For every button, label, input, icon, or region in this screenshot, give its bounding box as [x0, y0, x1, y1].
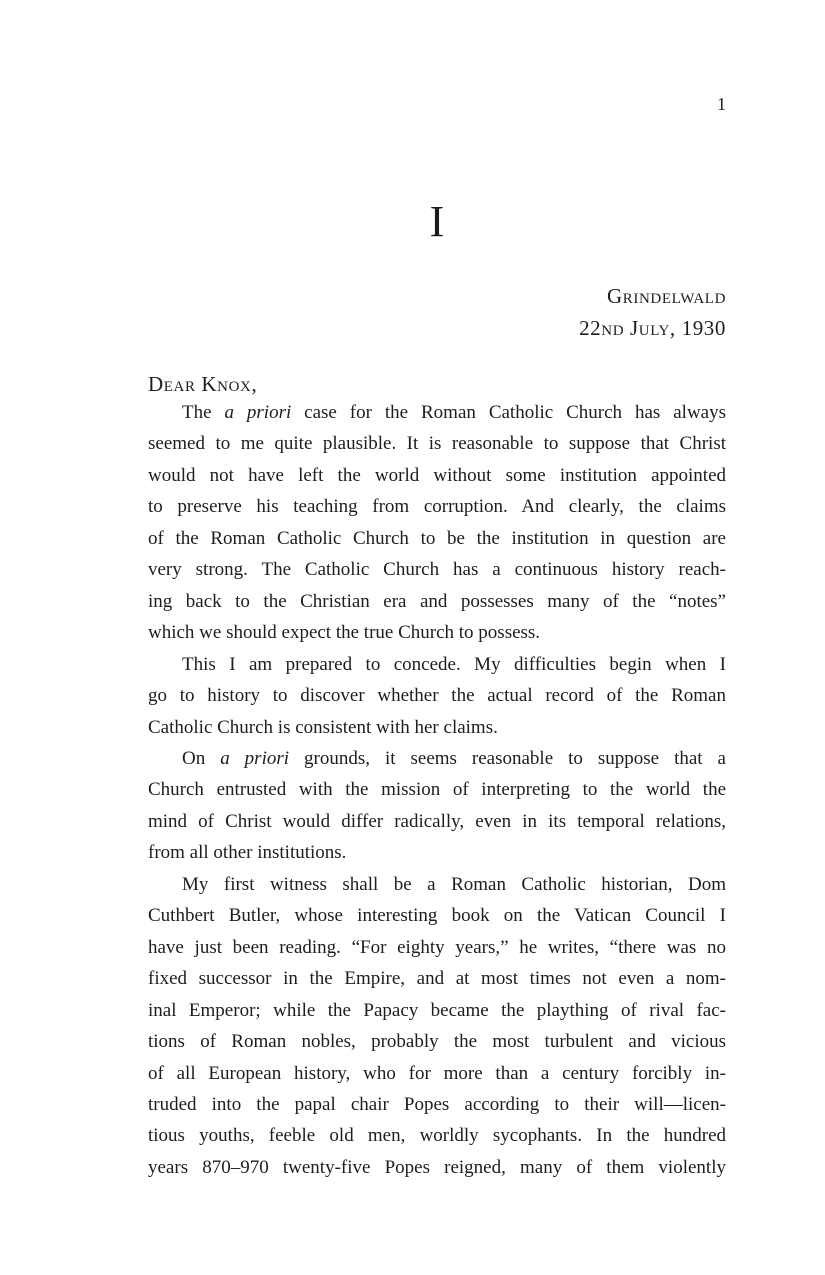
text-segment: On [182, 747, 221, 769]
text-line [148, 460, 726, 491]
text-line [148, 491, 726, 522]
text-line [148, 1026, 726, 1057]
text-segment: tious youths, feeble old men, worldly sycophants. In the hundred [148, 1125, 726, 1147]
text-segment: My first witness shall be a Roman Catholic historian, Dom [182, 873, 726, 895]
text-segment: fixed successor in the Empire, and at most times not even a nom- [148, 968, 726, 990]
text-line [148, 586, 726, 617]
text-segment: of the Roman Catholic Church to be the institution in question are [148, 527, 726, 549]
text-line [148, 900, 726, 931]
dateline-date: 22nd July, 1930 [579, 316, 726, 340]
paragraph [148, 397, 726, 649]
text-line [148, 837, 726, 868]
dateline-place: Grindelwald [607, 284, 726, 308]
page-number: 1 [717, 94, 726, 114]
salutation: Dear Knox, [148, 372, 258, 396]
text-segment: of all European history, who for more than a century forcibly in- [148, 1062, 726, 1084]
text-line [148, 806, 726, 837]
text-line [148, 397, 726, 428]
text-segment: The [182, 402, 225, 423]
text-line [148, 1120, 726, 1151]
text-line [148, 554, 726, 585]
text-segment: very strong. The Catholic Church has a continuous history reach- [148, 559, 726, 581]
text-segment: go to history to discover whether the actual record of the Roman [148, 685, 726, 707]
text-segment: grounds, it seems reasonable to suppose that a [289, 747, 726, 769]
text-line [148, 743, 726, 774]
text-line [148, 680, 726, 711]
text-segment: years 870–970 twenty-five Popes reigned, many of them violently [148, 1156, 726, 1178]
text-line [148, 963, 726, 994]
text-segment: to preserve his teaching from corruption. And clearly, the claims [148, 496, 726, 518]
text-segment: inal Emperor; while the Papacy became the plaything of rival fac- [148, 999, 726, 1021]
text-segment: mind of Christ would differ radically, even in its temporal relations, [148, 810, 726, 832]
text-segment: case for the Roman Catholic Church has always [291, 402, 726, 423]
text-segment: Catholic Church is consistent with her claims. [148, 716, 498, 738]
italic-text: a priori [220, 747, 290, 769]
text-segment: ing back to the Christian era and possesses many of the “notes” [148, 590, 726, 612]
text-line [148, 1152, 726, 1183]
body-text [148, 397, 726, 1183]
text-segment: would not have left the world without some institution appointed [148, 464, 726, 486]
text-segment: Cuthbert Butler, whose interesting book on the Vatican Council I [148, 905, 726, 927]
chapter-heading: I [429, 197, 445, 246]
text-line [148, 932, 726, 963]
text-segment: Church entrusted with the mission of interpreting to the world the [148, 779, 726, 801]
text-line [148, 712, 726, 743]
text-segment: seemed to me quite plausible. It is reasonable to suppose that Christ [148, 433, 726, 455]
text-line [148, 1058, 726, 1089]
text-segment: have just been reading. “For eighty years,” he writes, “there was no [148, 936, 726, 958]
text-line [148, 617, 726, 648]
paragraph [148, 869, 726, 1184]
paragraph [148, 649, 726, 743]
text-segment: from all other institutions. [148, 842, 347, 864]
text-line [148, 649, 726, 680]
italic-text: a priori [224, 402, 292, 423]
text-line [148, 1089, 726, 1120]
text-segment: which we should expect the true Church to possess. [148, 622, 541, 644]
text-line [148, 869, 726, 900]
text-segment: This I am prepared to concede. My difficulties begin when I [182, 653, 726, 675]
text-line [148, 995, 726, 1026]
text-line [148, 774, 726, 805]
text-segment: truded into the papal chair Popes according to their will—licen- [148, 1093, 726, 1115]
text-line [148, 428, 726, 459]
paragraph [148, 743, 726, 869]
text-segment: tions of Roman nobles, probably the most turbulent and vicious [148, 1031, 726, 1053]
dateline [579, 280, 726, 344]
text-block [148, 0, 726, 1275]
text-line [148, 523, 726, 554]
